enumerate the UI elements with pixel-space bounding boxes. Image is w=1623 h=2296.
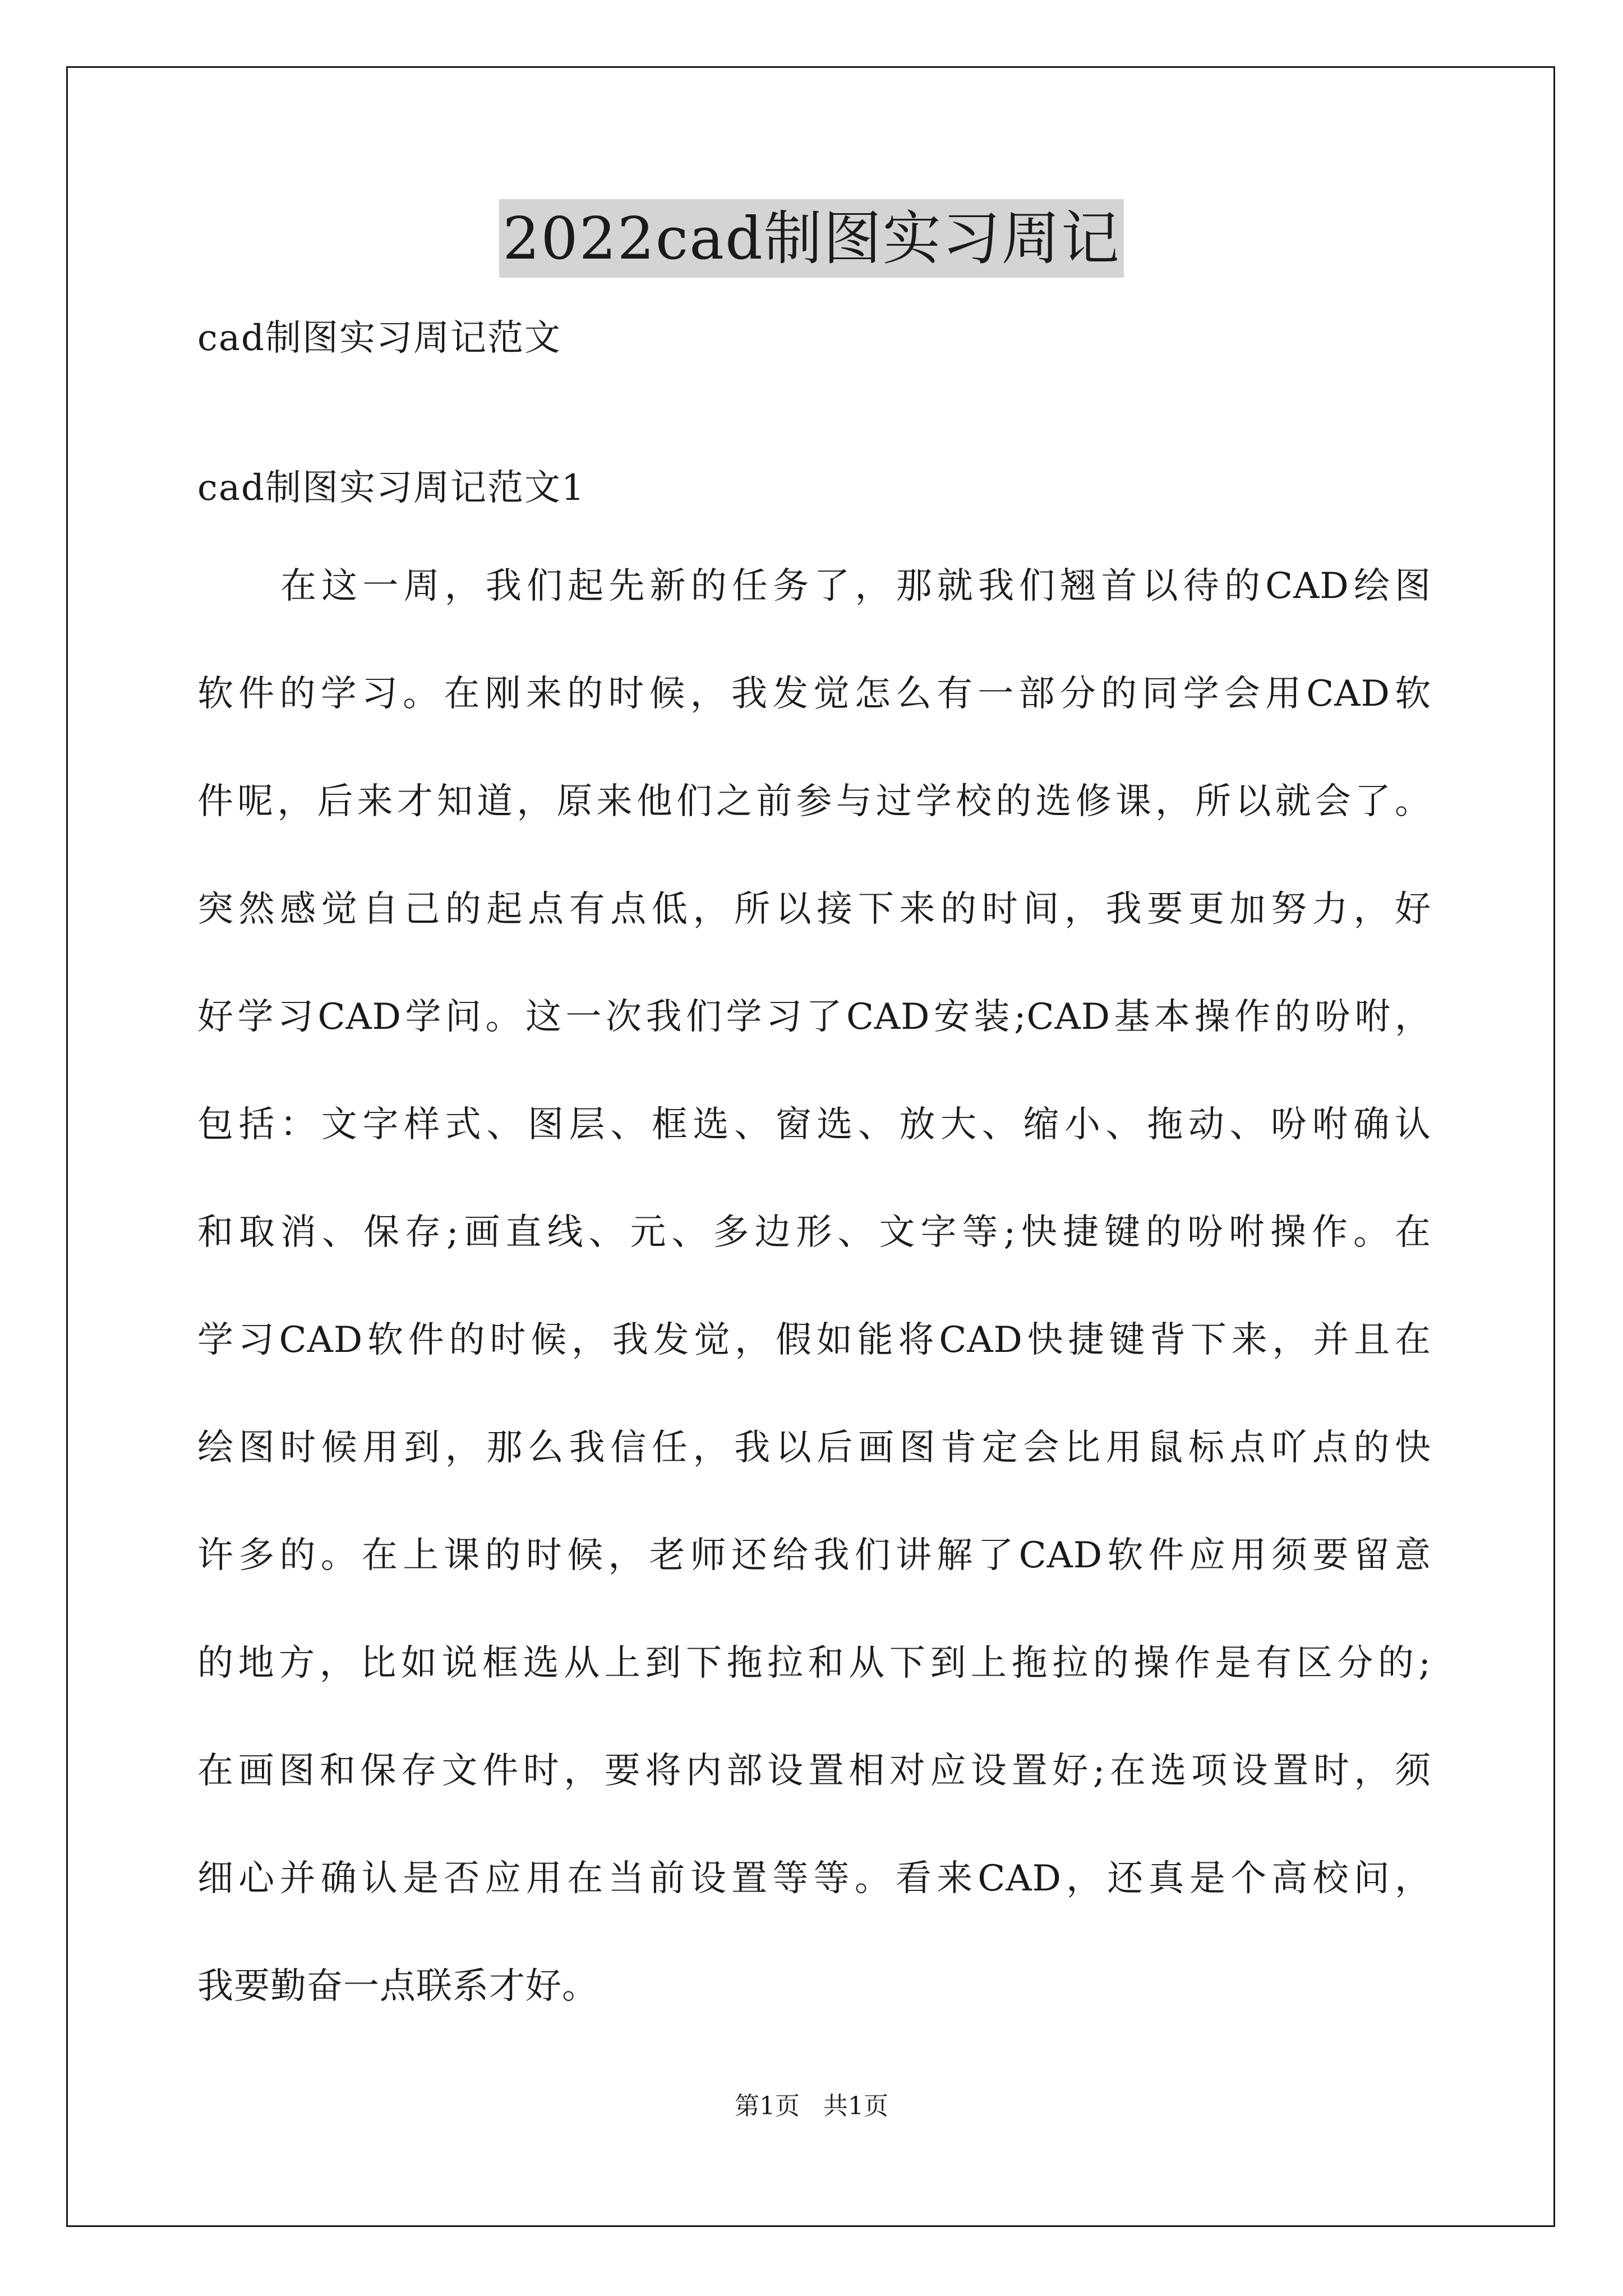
body-line: 软件的学习。在刚来的时候，我发觉怎么有一部分的同学会用CAD软	[197, 673, 1431, 715]
body-line: 好学习CAD学问。这一次我们学习了CAD安装;CAD基本操作的吩咐，	[197, 996, 1431, 1038]
body-line: 件呢，后来才知道，原来他们之前参与过学校的选修课，所以就会了。	[197, 781, 1431, 822]
section-heading: cad制图实习周记范文	[197, 318, 561, 359]
body-line: 包括：文字样式、图层、框选、窗选、放大、缩小、拖动、吩咐确认	[197, 1104, 1431, 1145]
body-line: 许多的。在上课的时候，老师还给我们讲解了CAD软件应用须要留意	[197, 1535, 1431, 1576]
body-line: 绘图时候用到，那么我信任，我以后画图肯定会比用鼠标点吖点的快	[197, 1427, 1431, 1469]
body-line: 在画图和保存文件时，要将内部设置相对应设置好;在选项设置时，须	[197, 1750, 1431, 1792]
body-line: 的地方，比如说框选从上到下拖拉和从下到上拖拉的操作是有区分的;	[197, 1642, 1431, 1684]
body-line: 我要勤奋一点联系才好。	[197, 1966, 598, 2007]
body-line: 和取消、保存;画直线、元、多边形、文字等;快捷键的吩咐操作。在	[197, 1212, 1431, 1253]
body-line: 突然感觉自己的起点有点低，所以接下来的时间，我要更加努力，好	[197, 889, 1431, 930]
page-footer: 第1页 共1页	[735, 2092, 888, 2120]
body-line: 在这一周，我们起先新的任务了，那就我们翘首以待的CAD绘图	[280, 565, 1431, 607]
document-title: 2022cad制图实习周记	[499, 199, 1124, 278]
subsection-heading: cad制图实习周记范文1	[197, 467, 585, 509]
body-line: 细心并确认是否应用在当前设置等等。看来CAD，还真是个高校问，	[197, 1858, 1431, 1899]
body-line: 学习CAD软件的时候，我发觉，假如能将CAD快捷键背下来，并且在	[197, 1319, 1431, 1361]
title-container	[0, 199, 1623, 278]
